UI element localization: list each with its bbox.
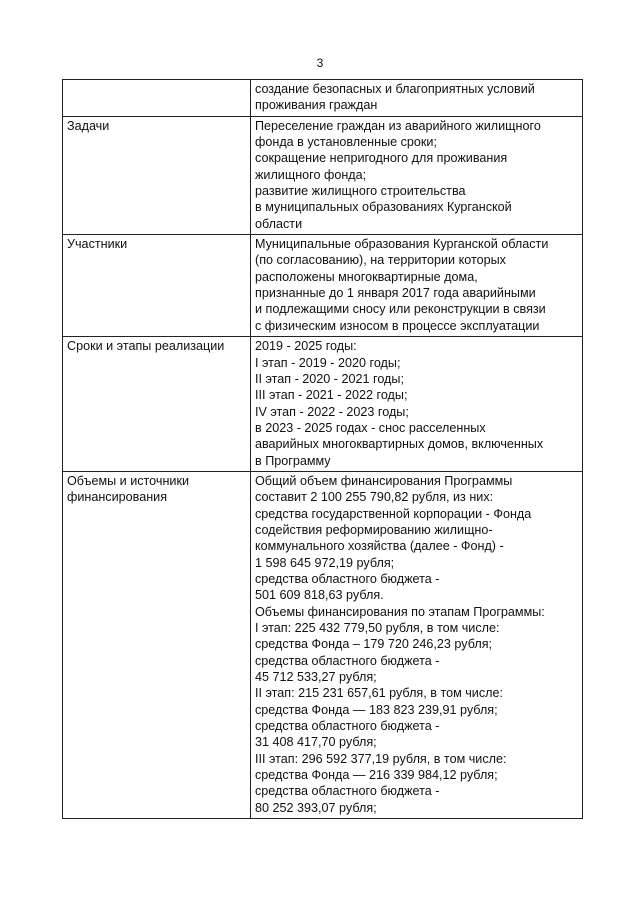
program-passport-table [62,79,583,819]
row-content-line: средства областного бюджета - [255,571,440,586]
page-number: 3 [316,56,324,70]
row-content-line: коммунального хозяйства (далее - Фонд) - [255,539,504,554]
row-content-line: Общий объем финансирования Программы [255,473,513,488]
row-content-cell [251,116,583,234]
row-content-line: в 2023 - 2025 годах - снос расселенных [255,420,486,435]
row-label-cell [63,80,251,117]
table-row [63,116,583,234]
table-row [63,337,583,472]
row-content-line: содействия реформированию жилищно- [255,522,493,537]
row-content-line: Переселение граждан из аварийного жилищного [255,118,541,133]
row-content-cell [251,337,583,472]
row-content-line: средства государственной корпорации - Фонда [255,506,532,521]
row-content-cell [251,471,583,818]
row-content-line: средства Фонда – 179 720 246,23 рубля; [255,637,493,652]
row-label-line: Участники [67,237,128,252]
row-label-cell [63,337,251,472]
row-content-line: средства областного бюджета - [255,719,440,734]
row-content-line: III этап: 296 592 377,19 рубля, в том числе: [255,751,507,766]
row-label-line: Задачи [67,118,110,133]
row-content-line: 2019 - 2025 годы: [255,339,357,354]
row-content-line: в муниципальных образованиях Курганской [255,200,512,215]
row-content-line: в Программу [255,453,331,468]
row-content-line: 80 252 393,07 рубля; [255,800,377,815]
row-content-line: жилищного фонда; [255,167,367,182]
table-row [63,80,583,117]
row-label-cell [63,116,251,234]
row-content-line: средства Фонда — 216 339 984,12 рубля; [255,768,498,783]
row-content-line: и подлежащими сносу или реконструкции в связи [255,302,546,317]
row-label-line: Объемы и источники [67,473,189,488]
row-content-line: расположены многоквартирные дома, [255,269,478,284]
row-content-line: средства областного бюджета - [255,784,440,799]
table-row [63,471,583,818]
row-content-line: средства Фонда — 183 823 239,91 рубля; [255,702,498,717]
row-content-line: 1 598 645 972,19 рубля; [255,555,395,570]
row-label-cell [63,235,251,337]
row-content-line: аварийных многоквартирных домов, включенных [255,437,544,452]
row-content-line: средства областного бюджета - [255,653,440,668]
row-content-cell [251,235,583,337]
row-content-line: сокращение непригодного для проживания [255,151,508,166]
row-label-line: финансирования [67,490,168,505]
row-content-line: развитие жилищного строительства [255,184,466,199]
row-content-line: Объемы финансирования по этапам Программы: [255,604,545,619]
row-content-line: 501 609 818,63 рубля. [255,588,384,603]
row-content-line: признанные до 1 января 2017 года аварийными [255,286,536,301]
row-content-line: фонда в установленные сроки; [255,135,437,150]
row-content-line: создание безопасных и благоприятных условий [255,82,535,96]
row-content-line: II этап: 215 231 657,61 рубля, в том числе: [255,686,503,701]
row-content-line: I этап - 2019 - 2020 годы; [255,355,401,370]
row-label-cell [63,471,251,818]
row-content-line: 45 712 533,27 рубля; [255,670,377,685]
row-label-line: Сроки и этапы реализации [67,339,225,354]
row-content-line: с физическим износом в процессе эксплуатации [255,318,540,333]
row-content-line: 31 408 417,70 рубля; [255,735,377,750]
row-content-line: (по согласованию), на территории которых [255,253,506,268]
row-content-line: I этап: 225 432 779,50 рубля, в том числе: [255,621,500,635]
row-content-line: проживания граждан [255,98,378,113]
row-content-line: II этап - 2020 - 2021 годы; [255,371,404,386]
table-row [63,235,583,337]
row-content-cell [251,80,583,117]
row-content-line: составит 2 100 255 790,82 рубля, из них: [255,490,494,505]
row-content-line: IV этап - 2022 - 2023 годы; [255,404,409,419]
row-content-line: Муниципальные образования Курганской области [255,237,549,252]
row-content-line: III этап - 2021 - 2022 годы; [255,388,408,403]
row-content-line: области [255,216,303,231]
